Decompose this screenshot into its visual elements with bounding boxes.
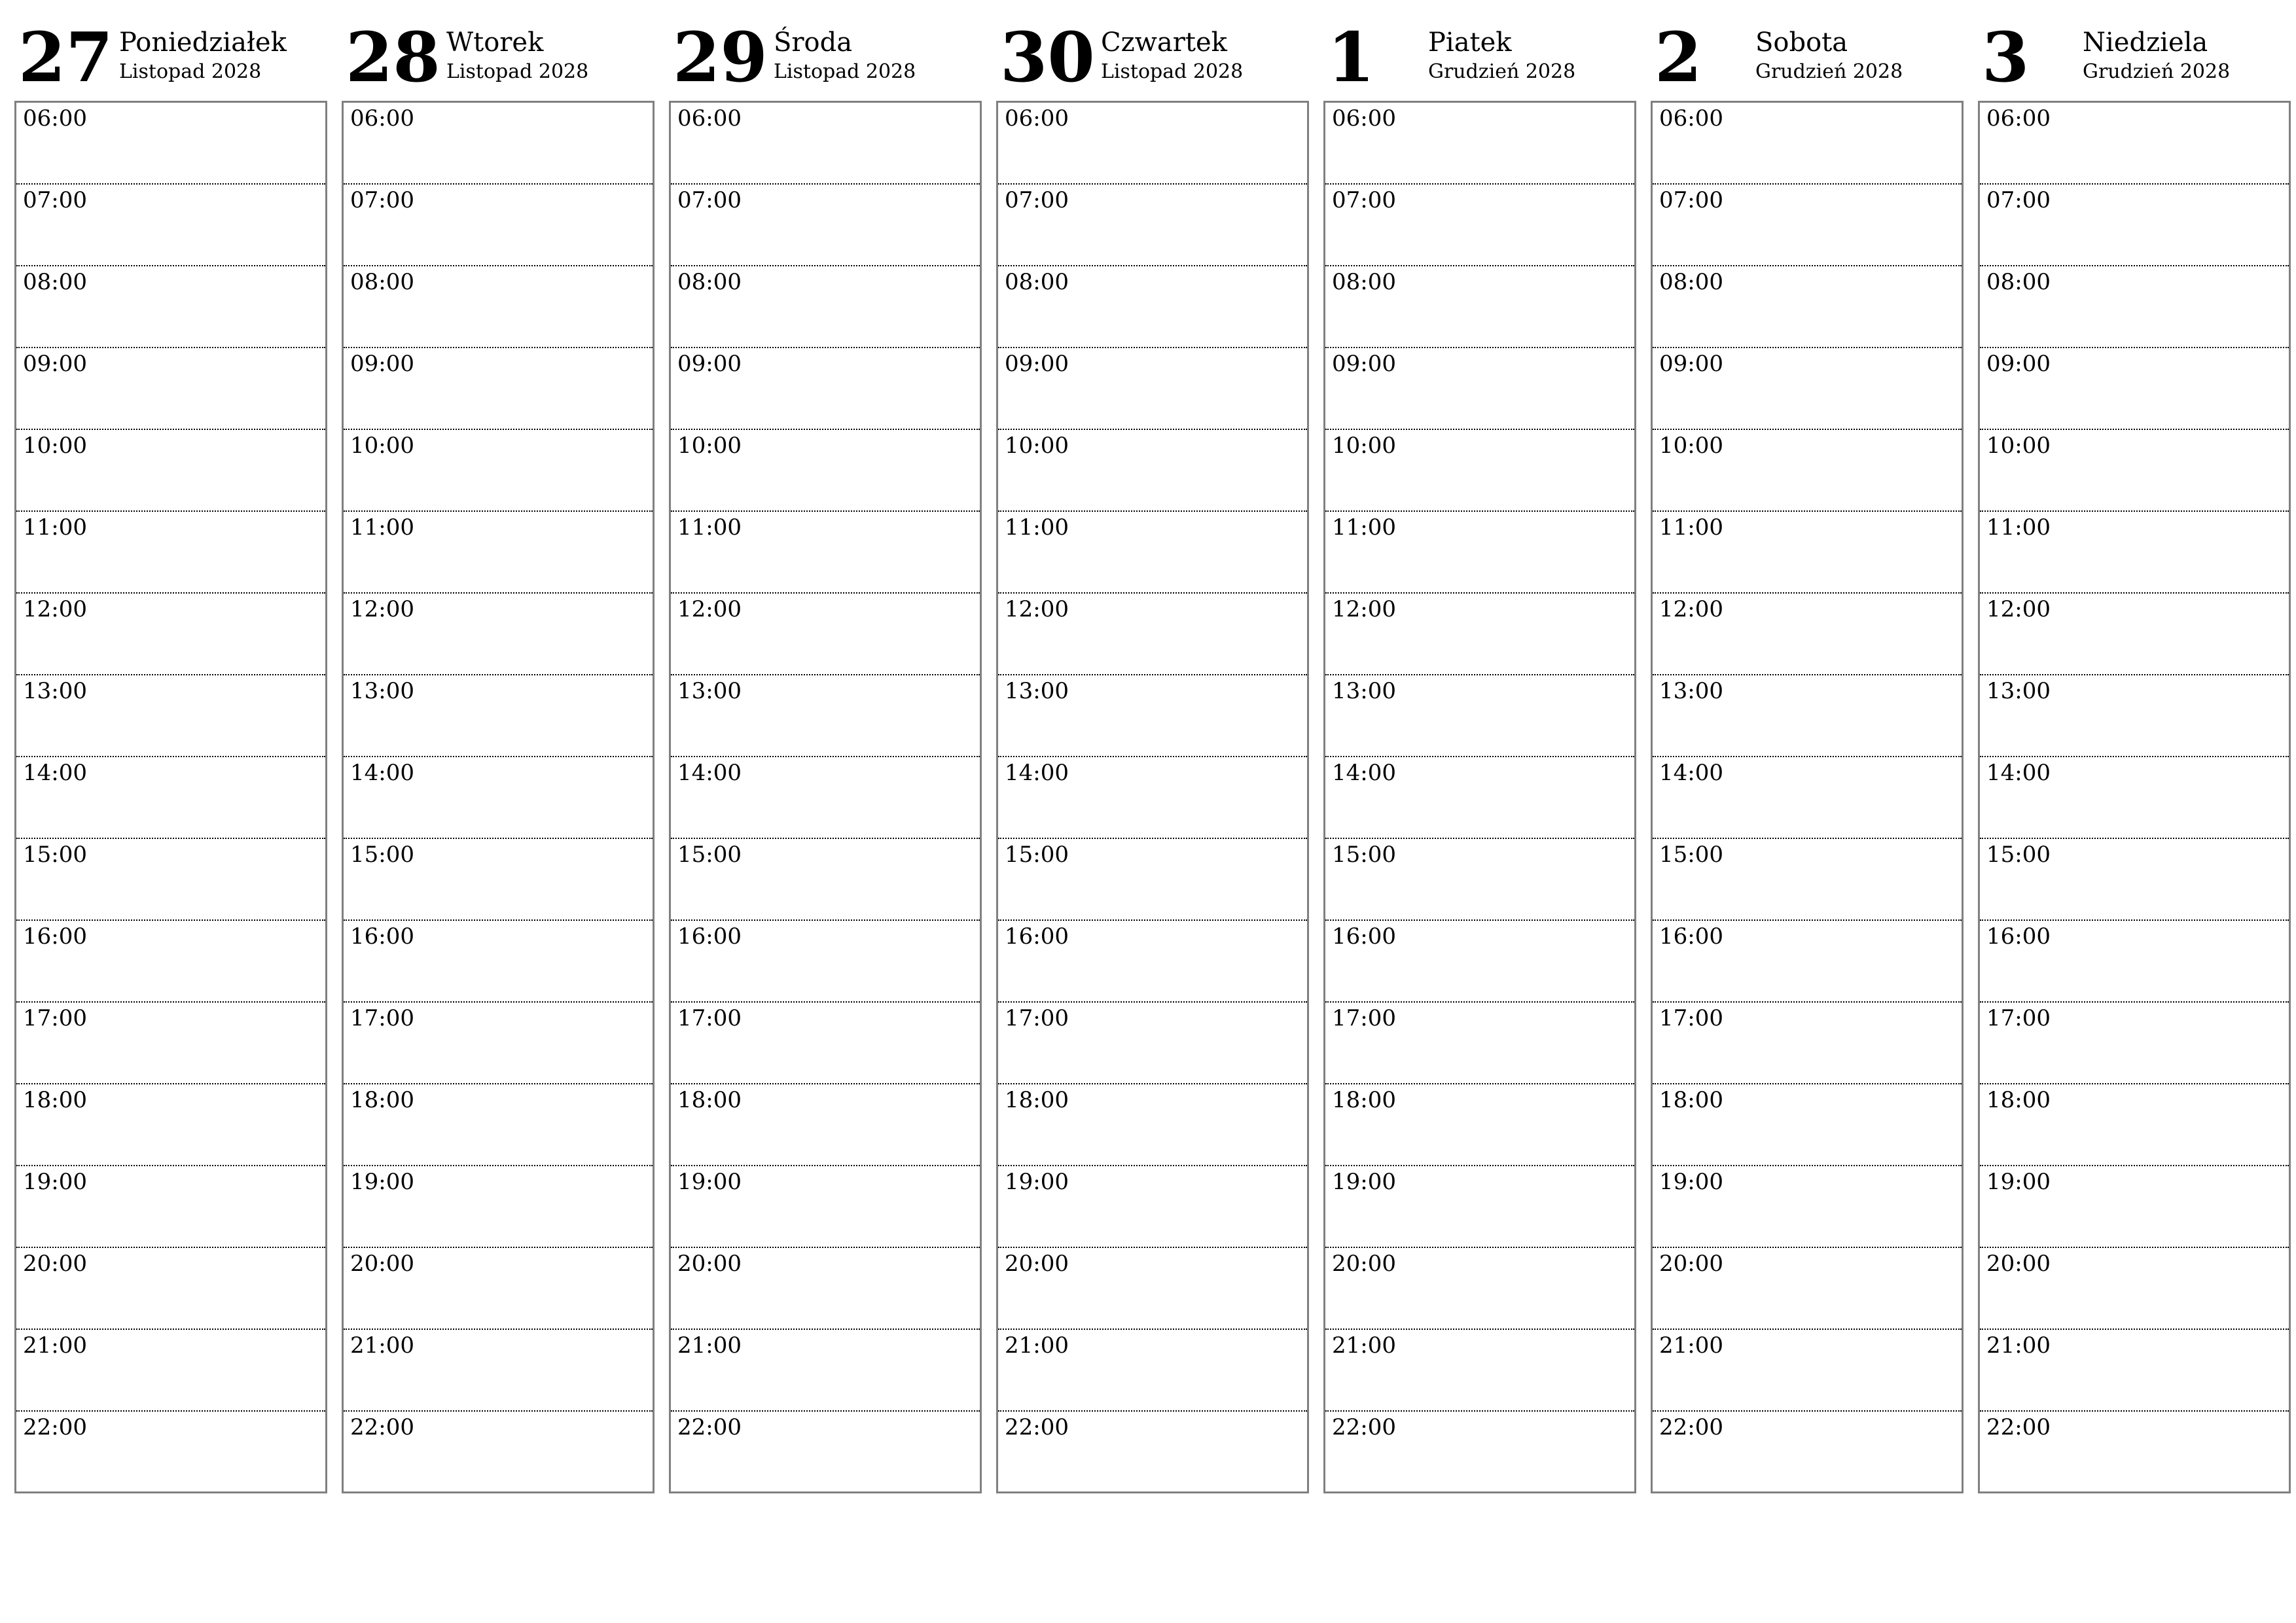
hour-slot[interactable]	[1653, 512, 1962, 594]
day-header	[342, 17, 655, 101]
hour-label: 19:00	[1986, 1169, 2051, 1195]
hour-slot[interactable]	[671, 757, 980, 839]
hour-label: 22:00	[350, 1414, 414, 1440]
hour-label: 20:00	[23, 1251, 87, 1277]
day-header	[669, 17, 982, 101]
hour-slot[interactable]	[16, 921, 325, 1003]
hour-label: 10:00	[1005, 433, 1069, 459]
hour-slot[interactable]	[671, 1003, 980, 1084]
hour-slot[interactable]	[671, 103, 980, 185]
hour-slot[interactable]	[1980, 675, 2289, 757]
hour-slot[interactable]	[998, 185, 1307, 266]
hour-slot[interactable]	[671, 266, 980, 348]
month-label: Listopad 2028	[446, 60, 589, 83]
day-schedule-box	[996, 101, 1309, 1493]
hour-label: 06:00	[23, 105, 87, 132]
hour-label: 14:00	[677, 760, 742, 786]
hour-label: 19:00	[1332, 1169, 1396, 1195]
hour-slot[interactable]	[1980, 1248, 2289, 1330]
hour-label: 10:00	[1332, 433, 1396, 459]
hour-slot[interactable]	[1653, 1412, 1962, 1493]
hour-label: 22:00	[1659, 1414, 1723, 1440]
hour-label: 17:00	[23, 1005, 87, 1031]
weekly-planner	[14, 17, 2291, 1493]
hour-slot[interactable]	[998, 1003, 1307, 1084]
hour-slot[interactable]	[344, 1248, 653, 1330]
hour-label: 06:00	[677, 105, 742, 132]
hour-slot[interactable]	[1325, 839, 1634, 921]
hour-label: 06:00	[1332, 105, 1396, 132]
hour-label: 07:00	[23, 187, 87, 213]
hour-slot[interactable]	[344, 757, 653, 839]
hour-slot[interactable]	[1980, 185, 2289, 266]
hour-slot[interactable]	[998, 594, 1307, 675]
hour-slot[interactable]	[998, 1412, 1307, 1493]
hour-slot[interactable]	[1653, 1003, 1962, 1084]
hour-label: 08:00	[1986, 269, 2051, 295]
hour-label: 17:00	[1659, 1005, 1723, 1031]
hour-label: 17:00	[1986, 1005, 2051, 1031]
hour-slot[interactable]	[1325, 1003, 1634, 1084]
hour-slot[interactable]	[16, 757, 325, 839]
hour-slot[interactable]	[671, 512, 980, 594]
hour-label: 20:00	[677, 1251, 742, 1277]
day-schedule-box	[342, 101, 655, 1493]
month-label: Listopad 2028	[119, 60, 262, 83]
hour-label: 14:00	[1986, 760, 2051, 786]
hour-slot[interactable]	[998, 675, 1307, 757]
hour-label: 12:00	[677, 596, 742, 622]
hour-slot[interactable]	[16, 594, 325, 675]
hour-label: 08:00	[23, 269, 87, 295]
hour-slot[interactable]	[344, 839, 653, 921]
hour-label: 13:00	[1005, 678, 1069, 704]
hour-label: 19:00	[1659, 1169, 1723, 1195]
hour-slot[interactable]	[344, 1003, 653, 1084]
hour-slot[interactable]	[671, 430, 980, 512]
hour-slot[interactable]	[344, 1084, 653, 1166]
month-label: Grudzień 2028	[1755, 60, 1903, 83]
hour-label: 12:00	[1005, 596, 1069, 622]
day-meta	[1428, 26, 1575, 85]
hour-label: 11:00	[1986, 514, 2051, 541]
day-column	[1651, 17, 1964, 1493]
hour-slot[interactable]	[344, 103, 653, 185]
hour-label: 14:00	[350, 760, 414, 786]
hour-label: 18:00	[1332, 1087, 1396, 1113]
hour-slot[interactable]	[998, 430, 1307, 512]
hour-slot[interactable]	[1653, 185, 1962, 266]
hour-slot[interactable]	[1980, 348, 2289, 430]
hour-label: 22:00	[1986, 1414, 2051, 1440]
hour-label: 15:00	[1005, 842, 1069, 868]
hour-label: 20:00	[1005, 1251, 1069, 1277]
hour-label: 16:00	[350, 923, 414, 950]
hour-slot[interactable]	[998, 512, 1307, 594]
hour-label: 12:00	[1659, 596, 1723, 622]
hour-label: 16:00	[1005, 923, 1069, 950]
hour-label: 07:00	[350, 187, 414, 213]
day-meta	[774, 26, 916, 85]
day-meta	[446, 26, 588, 85]
hour-slot[interactable]	[1325, 757, 1634, 839]
hour-slot[interactable]	[1325, 348, 1634, 430]
hour-label: 21:00	[1986, 1332, 2051, 1359]
hour-slot[interactable]	[1325, 675, 1634, 757]
hour-slot[interactable]	[1653, 1330, 1962, 1412]
day-schedule-box	[14, 101, 327, 1493]
hour-label: 07:00	[1986, 187, 2051, 213]
hour-label: 11:00	[23, 514, 87, 541]
hour-label: 14:00	[1659, 760, 1723, 786]
hour-label: 09:00	[1986, 351, 2051, 377]
hour-label: 10:00	[23, 433, 87, 459]
hour-label: 22:00	[677, 1414, 742, 1440]
hour-slot[interactable]	[16, 266, 325, 348]
hour-slot[interactable]	[16, 839, 325, 921]
hour-label: 18:00	[1005, 1087, 1069, 1113]
hour-label: 08:00	[1659, 269, 1723, 295]
hour-slot[interactable]	[998, 1248, 1307, 1330]
hour-slot[interactable]	[671, 1248, 980, 1330]
hour-slot[interactable]	[1653, 430, 1962, 512]
hour-label: 13:00	[677, 678, 742, 704]
hour-slot[interactable]	[1980, 1084, 2289, 1166]
hour-slot[interactable]	[344, 1330, 653, 1412]
hour-slot[interactable]	[16, 1248, 325, 1330]
hour-slot[interactable]	[344, 348, 653, 430]
day-name: Wtorek	[446, 27, 544, 58]
hour-label: 06:00	[1986, 105, 2051, 132]
hour-label: 12:00	[1332, 596, 1396, 622]
hour-slot[interactable]	[344, 921, 653, 1003]
hour-label: 10:00	[1659, 433, 1723, 459]
hour-label: 09:00	[23, 351, 87, 377]
hour-label: 15:00	[677, 842, 742, 868]
hour-label: 09:00	[1659, 351, 1723, 377]
hour-slot[interactable]	[1653, 675, 1962, 757]
hour-label: 09:00	[677, 351, 742, 377]
hour-slot[interactable]	[1653, 757, 1962, 839]
hour-slot[interactable]	[16, 1166, 325, 1248]
hour-slot[interactable]	[1980, 266, 2289, 348]
month-label: Grudzień 2028	[2083, 60, 2231, 83]
hour-slot[interactable]	[671, 1084, 980, 1166]
hour-label: 08:00	[1332, 269, 1396, 295]
hour-slot[interactable]	[1980, 839, 2289, 921]
hour-label: 21:00	[1005, 1332, 1069, 1359]
day-number: 2	[1655, 17, 1702, 98]
hour-slot[interactable]	[1980, 594, 2289, 675]
hour-label: 22:00	[1005, 1414, 1069, 1440]
hour-label: 13:00	[1659, 678, 1723, 704]
day-name: Piatek	[1428, 27, 1512, 58]
hour-slot[interactable]	[998, 1166, 1307, 1248]
hour-label: 07:00	[1005, 187, 1069, 213]
hour-label: 11:00	[1659, 514, 1723, 541]
day-column	[342, 17, 655, 1493]
hour-slot[interactable]	[1653, 1166, 1962, 1248]
day-name: Sobota	[1755, 27, 1848, 58]
hour-slot[interactable]	[16, 1003, 325, 1084]
day-meta	[1101, 26, 1243, 85]
hour-label: 18:00	[23, 1087, 87, 1113]
day-schedule-box	[1651, 101, 1964, 1493]
hour-slot[interactable]	[1325, 594, 1634, 675]
month-label: Listopad 2028	[1101, 60, 1244, 83]
hour-slot[interactable]	[1325, 185, 1634, 266]
hour-slot[interactable]	[1653, 1084, 1962, 1166]
day-column	[1323, 17, 1636, 1493]
hour-label: 18:00	[677, 1087, 742, 1113]
day-meta	[1755, 26, 1903, 85]
hour-slot[interactable]	[671, 185, 980, 266]
hour-label: 21:00	[23, 1332, 87, 1359]
hour-slot[interactable]	[344, 512, 653, 594]
day-header	[1978, 17, 2291, 101]
hour-label: 21:00	[1659, 1332, 1723, 1359]
hour-slot[interactable]	[1980, 921, 2289, 1003]
hour-slot[interactable]	[1325, 430, 1634, 512]
hour-slot[interactable]	[671, 675, 980, 757]
hour-slot[interactable]	[1325, 1166, 1634, 1248]
hour-label: 14:00	[1332, 760, 1396, 786]
hour-label: 11:00	[1005, 514, 1069, 541]
hour-slot[interactable]	[671, 1166, 980, 1248]
hour-label: 07:00	[1332, 187, 1396, 213]
day-number: 29	[673, 17, 768, 98]
hour-label: 08:00	[677, 269, 742, 295]
hour-label: 19:00	[1005, 1169, 1069, 1195]
hour-label: 13:00	[350, 678, 414, 704]
hour-slot[interactable]	[998, 1330, 1307, 1412]
hour-slot[interactable]	[16, 103, 325, 185]
hour-slot[interactable]	[1325, 921, 1634, 1003]
hour-slot[interactable]	[1325, 103, 1634, 185]
hour-slot[interactable]	[1325, 266, 1634, 348]
hour-slot[interactable]	[1653, 1248, 1962, 1330]
day-number: 30	[1000, 17, 1095, 98]
hour-slot[interactable]	[1325, 1330, 1634, 1412]
hour-slot[interactable]	[998, 1084, 1307, 1166]
hour-slot[interactable]	[344, 266, 653, 348]
hour-label: 20:00	[350, 1251, 414, 1277]
day-name: Poniedziałek	[119, 27, 287, 58]
hour-label: 17:00	[1005, 1005, 1069, 1031]
hour-label: 15:00	[1332, 842, 1396, 868]
day-header	[14, 17, 327, 101]
hour-label: 19:00	[23, 1169, 87, 1195]
hour-slot[interactable]	[671, 348, 980, 430]
hour-label: 16:00	[1332, 923, 1396, 950]
hour-slot[interactable]	[1980, 1330, 2289, 1412]
day-column	[14, 17, 327, 1493]
hour-slot[interactable]	[998, 348, 1307, 430]
hour-label: 11:00	[1332, 514, 1396, 541]
hour-label: 14:00	[1005, 760, 1069, 786]
hour-slot[interactable]	[998, 103, 1307, 185]
hour-slot[interactable]	[1325, 512, 1634, 594]
hour-label: 13:00	[1986, 678, 2051, 704]
day-number: 27	[18, 17, 113, 98]
day-meta	[119, 26, 287, 85]
day-column	[669, 17, 982, 1493]
hour-slot[interactable]	[1653, 266, 1962, 348]
day-header	[1651, 17, 1964, 101]
day-name: Czwartek	[1101, 27, 1227, 58]
hour-slot[interactable]	[1653, 594, 1962, 675]
hour-label: 09:00	[350, 351, 414, 377]
hour-slot[interactable]	[1653, 921, 1962, 1003]
hour-slot[interactable]	[1653, 839, 1962, 921]
day-schedule-box	[1323, 101, 1636, 1493]
hour-slot[interactable]	[1653, 103, 1962, 185]
hour-label: 06:00	[1659, 105, 1723, 132]
hour-slot[interactable]	[344, 185, 653, 266]
hour-label: 09:00	[1332, 351, 1396, 377]
hour-slot[interactable]	[671, 839, 980, 921]
hour-slot[interactable]	[1980, 430, 2289, 512]
hour-slot[interactable]	[1980, 103, 2289, 185]
hour-label: 20:00	[1986, 1251, 2051, 1277]
hour-slot[interactable]	[998, 757, 1307, 839]
day-number: 28	[346, 17, 440, 98]
hour-label: 12:00	[350, 596, 414, 622]
hour-label: 15:00	[23, 842, 87, 868]
hour-slot[interactable]	[1980, 1412, 2289, 1493]
hour-label: 09:00	[1005, 351, 1069, 377]
hour-label: 07:00	[677, 187, 742, 213]
hour-label: 15:00	[1986, 842, 2051, 868]
hour-slot[interactable]	[1980, 1003, 2289, 1084]
day-name: Środa	[774, 27, 853, 58]
hour-slot[interactable]	[16, 348, 325, 430]
hour-label: 11:00	[350, 514, 414, 541]
day-column	[1978, 17, 2291, 1493]
hour-label: 18:00	[1986, 1087, 2051, 1113]
hour-label: 17:00	[1332, 1005, 1396, 1031]
hour-slot[interactable]	[671, 921, 980, 1003]
hour-slot[interactable]	[16, 512, 325, 594]
hour-slot[interactable]	[1325, 1084, 1634, 1166]
hour-label: 17:00	[677, 1005, 742, 1031]
hour-label: 12:00	[1986, 596, 2051, 622]
day-header	[996, 17, 1309, 101]
hour-label: 17:00	[350, 1005, 414, 1031]
hour-slot[interactable]	[344, 675, 653, 757]
hour-label: 12:00	[23, 596, 87, 622]
hour-label: 19:00	[677, 1169, 742, 1195]
hour-slot[interactable]	[16, 185, 325, 266]
hour-label: 08:00	[350, 269, 414, 295]
hour-label: 06:00	[350, 105, 414, 132]
hour-slot[interactable]	[16, 1412, 325, 1493]
hour-slot[interactable]	[16, 675, 325, 757]
hour-slot[interactable]	[16, 1084, 325, 1166]
hour-slot[interactable]	[344, 1166, 653, 1248]
hour-label: 13:00	[1332, 678, 1396, 704]
hour-label: 07:00	[1659, 187, 1723, 213]
hour-slot[interactable]	[998, 839, 1307, 921]
hour-label: 20:00	[1659, 1251, 1723, 1277]
hour-slot[interactable]	[1980, 757, 2289, 839]
hour-slot[interactable]	[1653, 348, 1962, 430]
hour-label: 18:00	[350, 1087, 414, 1113]
day-number: 1	[1327, 17, 1375, 98]
hour-slot[interactable]	[671, 1412, 980, 1493]
hour-slot[interactable]	[671, 1330, 980, 1412]
month-label: Grudzień 2028	[1428, 60, 1576, 83]
hour-slot[interactable]	[344, 1412, 653, 1493]
hour-label: 08:00	[1005, 269, 1069, 295]
hour-slot[interactable]	[1325, 1412, 1634, 1493]
hour-label: 16:00	[1986, 923, 2051, 950]
hour-label: 22:00	[23, 1414, 87, 1440]
hour-label: 22:00	[1332, 1414, 1396, 1440]
hour-label: 21:00	[1332, 1332, 1396, 1359]
day-name: Niedziela	[2083, 27, 2208, 58]
hour-slot[interactable]	[344, 594, 653, 675]
day-schedule-box	[669, 101, 982, 1493]
hour-label: 06:00	[1005, 105, 1069, 132]
hour-slot[interactable]	[16, 1330, 325, 1412]
hour-label: 10:00	[1986, 433, 2051, 459]
hour-slot[interactable]	[16, 430, 325, 512]
hour-slot[interactable]	[998, 921, 1307, 1003]
hour-slot[interactable]	[344, 430, 653, 512]
hour-label: 18:00	[1659, 1087, 1723, 1113]
day-schedule-box	[1978, 101, 2291, 1493]
day-meta	[2083, 26, 2230, 85]
hour-label: 16:00	[677, 923, 742, 950]
hour-label: 14:00	[23, 760, 87, 786]
hour-label: 10:00	[677, 433, 742, 459]
hour-label: 11:00	[677, 514, 742, 541]
hour-label: 10:00	[350, 433, 414, 459]
hour-slot[interactable]	[1980, 1166, 2289, 1248]
day-header	[1323, 17, 1636, 101]
day-number: 3	[1982, 17, 2030, 98]
hour-slot[interactable]	[1325, 1248, 1634, 1330]
hour-label: 21:00	[677, 1332, 742, 1359]
hour-label: 21:00	[350, 1332, 414, 1359]
hour-label: 15:00	[1659, 842, 1723, 868]
hour-label: 19:00	[350, 1169, 414, 1195]
hour-label: 16:00	[23, 923, 87, 950]
hour-slot[interactable]	[1980, 512, 2289, 594]
hour-label: 20:00	[1332, 1251, 1396, 1277]
hour-label: 15:00	[350, 842, 414, 868]
hour-slot[interactable]	[671, 594, 980, 675]
hour-label: 16:00	[1659, 923, 1723, 950]
hour-label: 13:00	[23, 678, 87, 704]
month-label: Listopad 2028	[774, 60, 916, 83]
hour-slot[interactable]	[998, 266, 1307, 348]
day-column	[996, 17, 1309, 1493]
